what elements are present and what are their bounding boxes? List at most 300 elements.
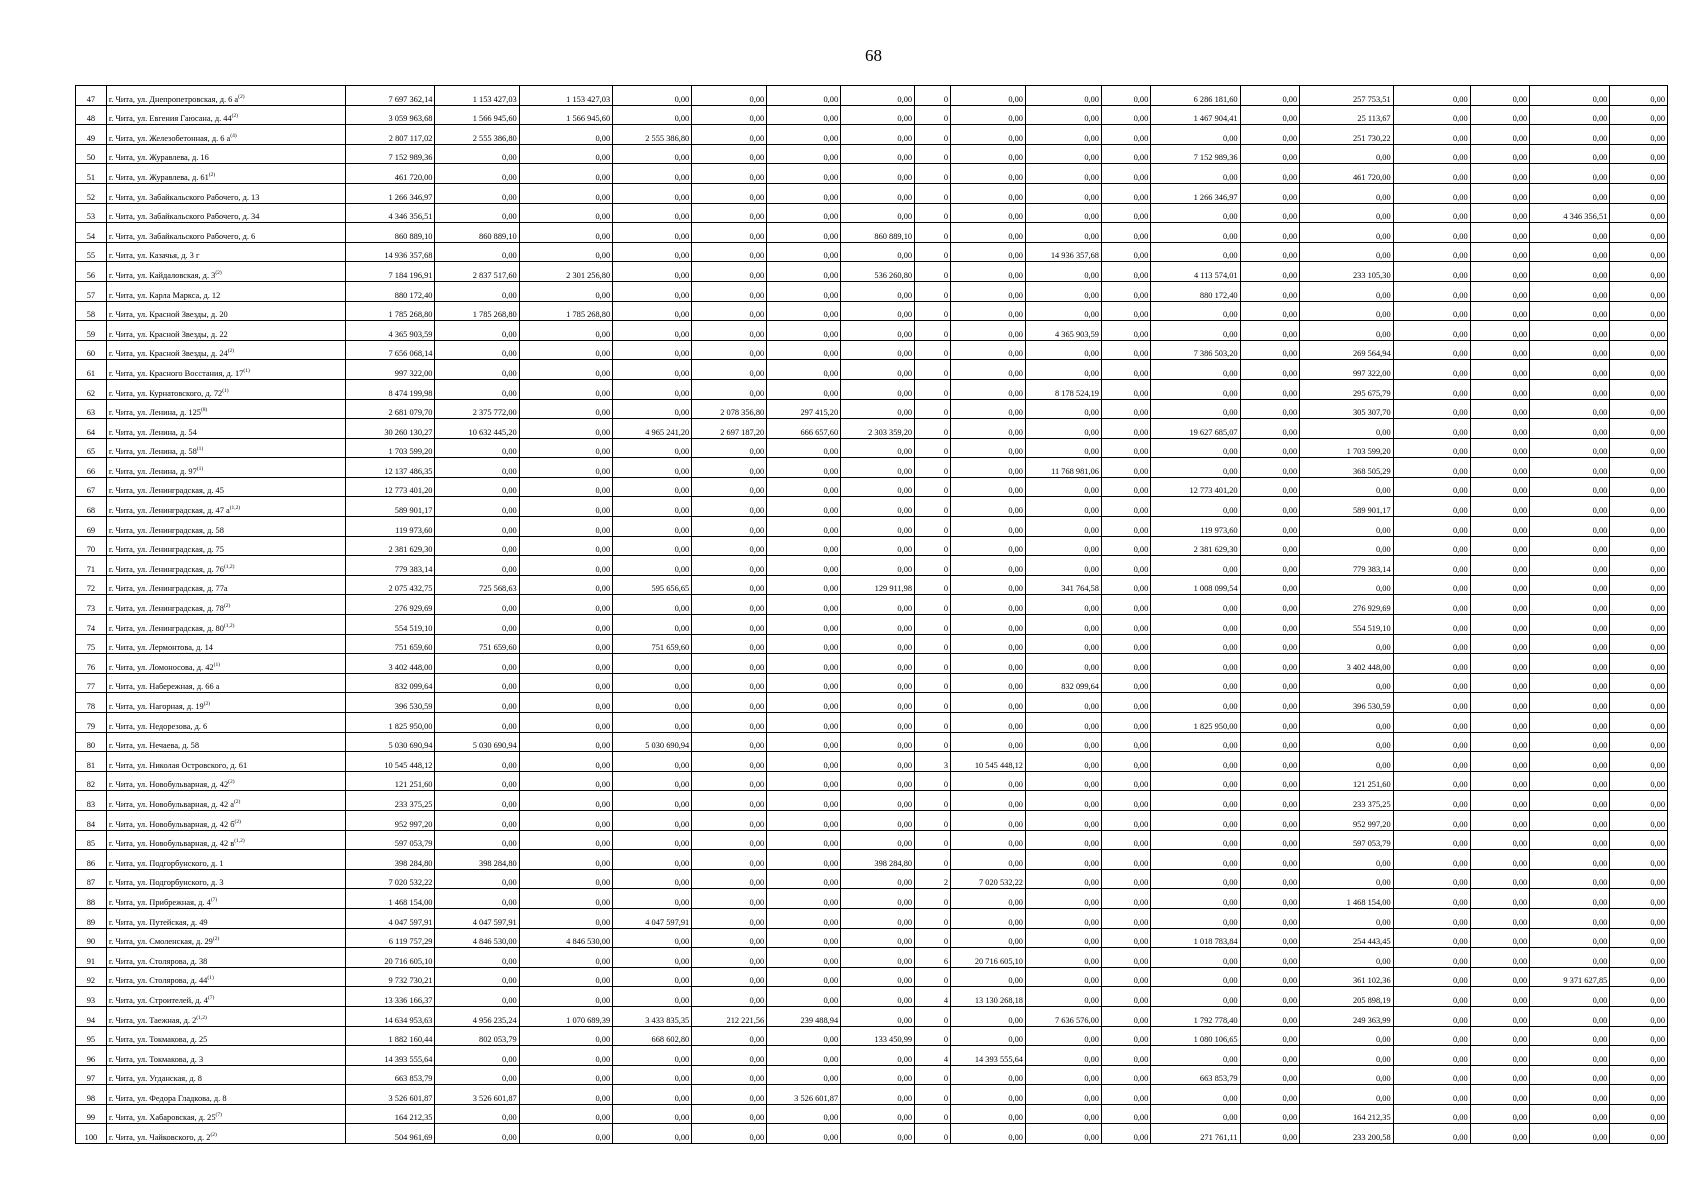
value-cell: 0,00 [1393, 967, 1470, 987]
value-cell: 0,00 [1151, 438, 1240, 458]
address-cell [106, 379, 345, 399]
value-cell: 0,00 [1151, 987, 1240, 1007]
value-cell: 4 846 530,00 [519, 928, 612, 948]
value-cell: 0,00 [1470, 223, 1530, 243]
value-cell: 0,00 [1393, 987, 1470, 1007]
table-row [76, 1065, 1668, 1085]
row-number: 88 [76, 889, 107, 909]
value-cell: 0,00 [841, 1006, 915, 1026]
value-cell: 0,00 [613, 987, 692, 1007]
footnote-ref: (1,2) [196, 1014, 207, 1021]
value-cell: 2 381 629,30 [1151, 536, 1240, 556]
value-cell: 0,00 [1393, 1065, 1470, 1085]
value-cell: 0,00 [692, 830, 767, 850]
address-cell [106, 125, 345, 145]
value-cell: 2 807 117,02 [346, 125, 435, 145]
value-cell: 0,00 [951, 86, 1026, 106]
value-cell: 0,00 [1530, 360, 1610, 380]
address-cell [106, 830, 345, 850]
value-cell: 1 882 160,44 [346, 1026, 435, 1046]
address-text: г. Чита, ул. Забайкальского Рабочего, д. 34 [108, 212, 260, 222]
value-cell: 0,00 [692, 340, 767, 360]
value-cell: 0,00 [1101, 1026, 1150, 1046]
value-cell: 0,00 [1610, 889, 1668, 909]
value-cell: 0,00 [1151, 1046, 1240, 1066]
value-cell: 0,00 [1151, 458, 1240, 478]
row-number: 50 [76, 144, 107, 164]
value-cell: 0,00 [767, 908, 841, 928]
value-cell: 0,00 [951, 928, 1026, 948]
value-cell: 0,00 [1101, 105, 1150, 125]
value-cell: 25 113,67 [1300, 105, 1393, 125]
value-cell: 0,00 [519, 242, 612, 262]
table-row [76, 928, 1668, 948]
table-row [76, 556, 1668, 576]
value-cell: 0,00 [841, 321, 915, 341]
value-cell: 0,00 [951, 301, 1026, 321]
value-cell: 0,00 [1300, 223, 1393, 243]
address-text: г. Чита, ул. Путейская, д. 49 [108, 917, 208, 927]
address-cell [106, 281, 345, 301]
value-cell: 0,00 [435, 517, 519, 537]
value-cell: 7 697 362,14 [346, 86, 435, 106]
value-cell: 0,00 [1393, 1085, 1470, 1105]
value-cell: 0,00 [1530, 869, 1610, 889]
value-cell: 0,00 [1240, 869, 1300, 889]
value-cell: 0,00 [1470, 1006, 1530, 1026]
address-text: г. Чита, ул. Ломоносова, д. 42 [108, 662, 214, 672]
value-cell: 0,00 [1610, 419, 1668, 439]
value-cell: 0,00 [1025, 1085, 1101, 1105]
value-cell: 0,00 [1470, 732, 1530, 752]
value-cell: 0,00 [1530, 183, 1610, 203]
value-cell: 536 260,80 [841, 262, 915, 282]
value-cell: 0,00 [519, 536, 612, 556]
value-cell: 0,00 [692, 673, 767, 693]
value-cell: 233 200,58 [1300, 1124, 1393, 1144]
value-cell: 0,00 [951, 379, 1026, 399]
value-cell: 0,00 [841, 360, 915, 380]
value-cell: 0,00 [613, 321, 692, 341]
value-cell: 0,00 [1025, 183, 1101, 203]
value-cell: 0,00 [1530, 281, 1610, 301]
value-cell: 7 636 576,00 [1025, 1006, 1101, 1026]
value-cell: 0,00 [1530, 830, 1610, 850]
value-cell: 5 030 690,94 [435, 732, 519, 752]
value-cell: 751 659,60 [346, 634, 435, 654]
value-cell: 269 564,94 [1300, 340, 1393, 360]
value-cell: 14 936 357,68 [346, 242, 435, 262]
table-row [76, 654, 1668, 674]
value-cell: 0,00 [1530, 948, 1610, 968]
value-cell: 0,00 [841, 477, 915, 497]
value-cell: 0,00 [692, 1026, 767, 1046]
value-cell: 0,00 [1025, 771, 1101, 791]
value-cell: 0,00 [1151, 203, 1240, 223]
value-cell: 0,00 [1101, 86, 1150, 106]
value-cell: 0,00 [692, 615, 767, 635]
value-cell: 0 [915, 810, 951, 830]
table-row [76, 634, 1668, 654]
value-cell: 779 383,14 [346, 556, 435, 576]
table-row [76, 615, 1668, 635]
value-cell: 0 [915, 1104, 951, 1124]
value-cell: 0,00 [1101, 556, 1150, 576]
value-cell: 0,00 [1393, 713, 1470, 733]
address-text: г. Чита, ул. Днепропетровская, д. 6 а [108, 94, 239, 104]
value-cell: 0,00 [1025, 713, 1101, 733]
value-cell: 0,00 [1610, 1006, 1668, 1026]
table-row [76, 595, 1668, 615]
value-cell: 0,00 [692, 144, 767, 164]
value-cell: 0 [915, 86, 951, 106]
value-cell: 133 450,99 [841, 1026, 915, 1046]
footnote-ref: (7) [207, 994, 215, 1001]
address-cell [106, 1046, 345, 1066]
table-row [76, 497, 1668, 517]
value-cell: 0,00 [1610, 164, 1668, 184]
value-cell: 0,00 [1025, 595, 1101, 615]
value-cell: 398 284,80 [346, 850, 435, 870]
value-cell: 0,00 [1393, 673, 1470, 693]
value-cell: 0,00 [435, 948, 519, 968]
value-cell: 0,00 [841, 987, 915, 1007]
value-cell: 0,00 [1025, 654, 1101, 674]
value-cell: 860 889,10 [841, 223, 915, 243]
value-cell: 0,00 [841, 203, 915, 223]
value-cell: 0,00 [692, 908, 767, 928]
footnote-ref: (1) [207, 975, 214, 982]
value-cell: 0,00 [1610, 281, 1668, 301]
value-cell: 0,00 [841, 908, 915, 928]
value-cell: 0,00 [767, 203, 841, 223]
footnote-ref: (1) [243, 367, 250, 374]
table-row [76, 517, 1668, 537]
table-row [76, 242, 1668, 262]
value-cell: 0,00 [1470, 497, 1530, 517]
value-cell: 0,00 [613, 1104, 692, 1124]
value-cell: 0,00 [692, 575, 767, 595]
value-cell: 0,00 [1393, 203, 1470, 223]
value-cell: 0,00 [1101, 1104, 1150, 1124]
value-cell: 0,00 [1393, 86, 1470, 106]
value-cell: 461 720,00 [346, 164, 435, 184]
value-cell: 2 681 079,70 [346, 399, 435, 419]
row-number: 66 [76, 458, 107, 478]
value-cell: 0,00 [1610, 497, 1668, 517]
value-cell: 0,00 [767, 693, 841, 713]
value-cell: 0,00 [1530, 615, 1610, 635]
value-cell: 0,00 [841, 634, 915, 654]
value-cell: 0,00 [435, 477, 519, 497]
value-cell: 0,00 [1300, 1065, 1393, 1085]
value-cell: 0,00 [1151, 869, 1240, 889]
value-cell: 0,00 [1025, 869, 1101, 889]
value-cell: 0,00 [1300, 183, 1393, 203]
value-cell: 0,00 [1610, 810, 1668, 830]
value-cell: 0,00 [767, 928, 841, 948]
value-cell: 0,00 [841, 340, 915, 360]
table-row [76, 105, 1668, 125]
value-cell: 0,00 [435, 242, 519, 262]
value-cell: 0,00 [519, 399, 612, 419]
row-number: 49 [76, 125, 107, 145]
value-cell: 0,00 [1470, 967, 1530, 987]
value-cell: 0,00 [519, 203, 612, 223]
value-cell: 0,00 [841, 458, 915, 478]
value-cell: 0,00 [1610, 634, 1668, 654]
value-cell: 0,00 [613, 1065, 692, 1085]
value-cell: 0,00 [1470, 634, 1530, 654]
value-cell: 164 212,35 [346, 1104, 435, 1124]
value-cell: 0,00 [951, 575, 1026, 595]
value-cell: 0,00 [1151, 125, 1240, 145]
value-cell: 0,00 [1240, 908, 1300, 928]
value-cell: 0,00 [1151, 693, 1240, 713]
value-cell: 0,00 [1300, 1046, 1393, 1066]
value-cell: 0,00 [692, 889, 767, 909]
value-cell: 0,00 [1240, 1006, 1300, 1026]
value-cell: 0,00 [1610, 1104, 1668, 1124]
value-cell: 0,00 [767, 1124, 841, 1144]
value-cell: 0,00 [1470, 771, 1530, 791]
footnote-ref: (2) [233, 798, 241, 805]
value-cell: 0,00 [519, 987, 612, 1007]
value-cell: 0,00 [1025, 556, 1101, 576]
value-cell: 19 627 685,07 [1151, 419, 1240, 439]
value-cell: 0,00 [1470, 438, 1530, 458]
value-cell: 0,00 [951, 517, 1026, 537]
value-cell: 0,00 [1470, 810, 1530, 830]
value-cell: 0 [915, 1006, 951, 1026]
address-text: г. Чита, ул. Столярова, д. 38 [108, 956, 208, 966]
value-cell: 7 020 532,22 [951, 869, 1026, 889]
row-number: 54 [76, 223, 107, 243]
value-cell: 0,00 [613, 713, 692, 733]
value-cell: 0,00 [1470, 556, 1530, 576]
value-cell: 0,00 [1393, 869, 1470, 889]
value-cell: 0,00 [1470, 281, 1530, 301]
page-number: 68 [865, 46, 882, 65]
value-cell: 0,00 [435, 673, 519, 693]
value-cell: 398 284,80 [435, 850, 519, 870]
value-cell: 0,00 [1610, 771, 1668, 791]
value-cell: 0,00 [613, 595, 692, 615]
value-cell: 0 [915, 164, 951, 184]
value-cell: 0,00 [613, 86, 692, 106]
value-cell: 0,00 [1530, 125, 1610, 145]
value-cell: 0,00 [519, 948, 612, 968]
value-cell: 0,00 [519, 810, 612, 830]
value-cell: 0,00 [1393, 1046, 1470, 1066]
value-cell: 0,00 [1151, 752, 1240, 772]
value-cell: 0,00 [1530, 438, 1610, 458]
value-cell: 0,00 [1240, 438, 1300, 458]
value-cell: 0,00 [1101, 673, 1150, 693]
table-row [76, 908, 1668, 928]
value-cell: 997 322,00 [346, 360, 435, 380]
value-cell: 0,00 [1101, 987, 1150, 1007]
value-cell: 0,00 [1151, 654, 1240, 674]
value-cell: 0,00 [613, 517, 692, 537]
value-cell: 0,00 [951, 1026, 1026, 1046]
value-cell: 0,00 [1393, 164, 1470, 184]
row-number: 71 [76, 556, 107, 576]
value-cell: 0,00 [1240, 458, 1300, 478]
value-cell: 0,00 [435, 967, 519, 987]
row-number: 55 [76, 242, 107, 262]
address-text: г. Чита, ул. Красного Восстания, д. 17 [108, 368, 244, 378]
address-text: г. Чита, ул. Красной Звезды, д. 20 [108, 310, 228, 320]
value-cell: 0,00 [519, 340, 612, 360]
value-cell: 0,00 [692, 810, 767, 830]
value-cell: 239 488,94 [767, 1006, 841, 1026]
value-cell: 0,00 [1151, 850, 1240, 870]
value-cell: 0,00 [1025, 810, 1101, 830]
value-cell: 0,00 [1151, 223, 1240, 243]
value-cell: 0,00 [1470, 242, 1530, 262]
value-cell: 0 [915, 438, 951, 458]
value-cell: 0,00 [841, 1065, 915, 1085]
footnote-ref: (8) [200, 407, 208, 414]
value-cell: 0,00 [1610, 987, 1668, 1007]
value-cell: 0,00 [1610, 399, 1668, 419]
value-cell: 0,00 [841, 869, 915, 889]
value-cell: 0 [915, 889, 951, 909]
value-cell: 0,00 [1610, 948, 1668, 968]
value-cell: 0,00 [1393, 517, 1470, 537]
value-cell: 0,00 [1610, 321, 1668, 341]
value-cell: 0,00 [519, 1104, 612, 1124]
value-cell: 0 [915, 419, 951, 439]
value-cell: 0,00 [767, 183, 841, 203]
value-cell: 0,00 [1470, 693, 1530, 713]
row-number: 91 [76, 948, 107, 968]
address-text: г. Чита, ул. Забайкальского Рабочего, д. 13 [108, 192, 260, 202]
value-cell: 0,00 [1530, 536, 1610, 556]
value-cell: 0,00 [951, 673, 1026, 693]
value-cell: 0,00 [1610, 301, 1668, 321]
value-cell: 0,00 [1240, 105, 1300, 125]
value-cell: 0 [915, 713, 951, 733]
value-cell: 0,00 [1610, 1065, 1668, 1085]
value-cell: 0 [915, 223, 951, 243]
value-cell: 3 402 448,00 [1300, 654, 1393, 674]
table-row [76, 1124, 1668, 1144]
value-cell: 0,00 [1101, 967, 1150, 987]
value-cell: 0,00 [951, 810, 1026, 830]
value-cell: 0,00 [1393, 262, 1470, 282]
value-cell: 0,00 [692, 379, 767, 399]
value-cell: 0,00 [519, 517, 612, 537]
value-cell: 0,00 [1025, 908, 1101, 928]
value-cell: 0,00 [692, 497, 767, 517]
value-cell: 832 099,64 [346, 673, 435, 693]
value-cell: 396 530,59 [1300, 693, 1393, 713]
value-cell: 0,00 [951, 850, 1026, 870]
value-cell: 0,00 [1025, 1046, 1101, 1066]
footnote-ref: (2) [238, 93, 245, 100]
value-cell: 666 657,60 [767, 419, 841, 439]
row-number: 99 [76, 1104, 107, 1124]
value-cell: 0,00 [1151, 301, 1240, 321]
value-cell: 0,00 [1300, 281, 1393, 301]
value-cell: 0,00 [613, 183, 692, 203]
value-cell: 0,00 [767, 771, 841, 791]
value-cell: 251 730,22 [1300, 125, 1393, 145]
value-cell: 0,00 [1151, 673, 1240, 693]
footnote-ref: (1,2) [234, 838, 245, 845]
value-cell: 0,00 [519, 1124, 612, 1144]
value-cell: 0,00 [435, 340, 519, 360]
value-cell: 0,00 [1393, 654, 1470, 674]
value-cell: 0,00 [692, 928, 767, 948]
footnote-ref: (2) [227, 348, 235, 355]
value-cell: 0,00 [1025, 1065, 1101, 1085]
value-cell: 0,00 [1530, 340, 1610, 360]
value-cell: 0,00 [435, 752, 519, 772]
value-cell: 0,00 [1530, 105, 1610, 125]
value-cell: 119 973,60 [346, 517, 435, 537]
value-cell: 0,00 [1610, 732, 1668, 752]
value-cell: 0,00 [1393, 497, 1470, 517]
value-cell: 0,00 [1530, 713, 1610, 733]
value-cell: 0,00 [767, 497, 841, 517]
value-cell: 0,00 [692, 732, 767, 752]
value-cell: 860 889,10 [346, 223, 435, 243]
value-cell: 0,00 [613, 223, 692, 243]
value-cell: 0,00 [519, 379, 612, 399]
value-cell: 0,00 [1530, 634, 1610, 654]
value-cell: 0,00 [1300, 634, 1393, 654]
value-cell: 0,00 [767, 987, 841, 1007]
value-cell: 0,00 [613, 301, 692, 321]
value-cell: 0,00 [841, 771, 915, 791]
value-cell: 0,00 [1025, 399, 1101, 419]
value-cell: 0,00 [1300, 732, 1393, 752]
address-text: г. Чита, ул. Забайкальского Рабочего, д. 6 [108, 231, 256, 241]
address-text: г. Чита, ул. Федора Гладкова, д. 8 [108, 1093, 227, 1103]
value-cell: 10 545 448,12 [951, 752, 1026, 772]
row-number: 74 [76, 615, 107, 635]
footnote-ref: (1) [222, 387, 229, 394]
value-cell: 0,00 [1240, 575, 1300, 595]
value-cell: 0,00 [1470, 948, 1530, 968]
value-cell: 3 [915, 752, 951, 772]
value-cell: 0,00 [767, 281, 841, 301]
value-cell: 0,00 [613, 1124, 692, 1144]
table-row [76, 713, 1668, 733]
value-cell: 1 792 778,40 [1151, 1006, 1240, 1026]
address-text: г. Чита, ул. Ленина, д. 125 [108, 408, 201, 418]
value-cell: 0 [915, 1085, 951, 1105]
value-cell: 0 [915, 830, 951, 850]
value-cell: 13 130 268,18 [951, 987, 1026, 1007]
value-cell: 0,00 [435, 615, 519, 635]
value-cell: 0,00 [613, 948, 692, 968]
value-cell: 20 716 605,10 [346, 948, 435, 968]
value-cell: 0,00 [692, 164, 767, 184]
address-cell [106, 869, 345, 889]
value-cell: 504 961,69 [346, 1124, 435, 1144]
value-cell: 0,00 [435, 360, 519, 380]
value-cell: 0,00 [519, 438, 612, 458]
value-cell: 14 393 555,64 [951, 1046, 1026, 1066]
value-cell: 0,00 [1393, 575, 1470, 595]
table-row [76, 399, 1668, 419]
address-text: г. Чита, ул. Угданская, д. 8 [108, 1074, 202, 1084]
value-cell: 0,00 [1025, 1026, 1101, 1046]
